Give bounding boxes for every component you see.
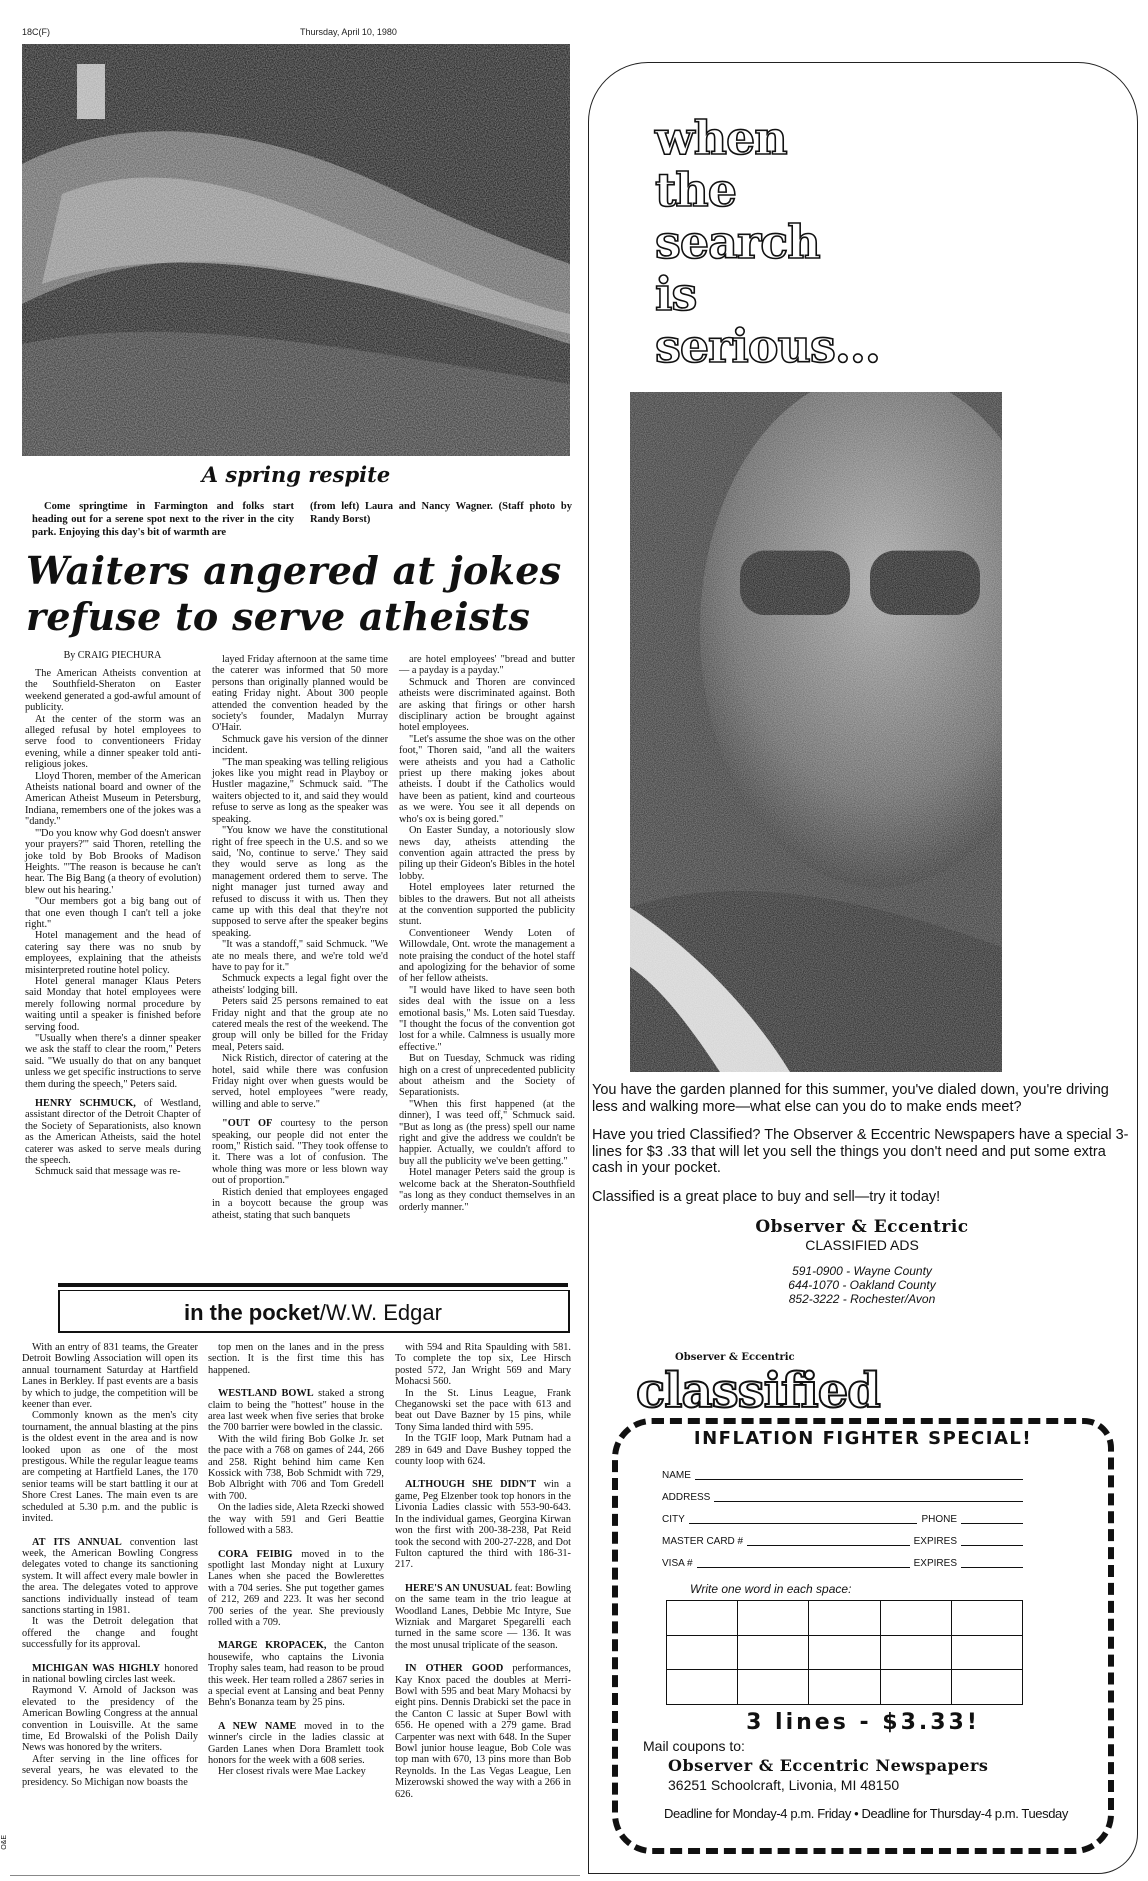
edition-code: O&E [1,1835,8,1850]
paragraph-text: With the wild firing Bob Golke Jr. set the pace with a 768 on games of 244, 266 and 258. Right behind him came Ken Kossick with 738, Bob Schmidt with 729, Bob Albright with 706 and Tom Gredell with 700. [208,1433,384,1502]
mastercard-expires-line[interactable] [961,1544,1023,1546]
ad-paragraph: You have the garden planned for this summer, you've dialed down, you're driving less and walking more—what else can you do to make ends meet? [592,1082,1109,1115]
paragraph [399,985,575,1053]
visa-label: VISA # [662,1558,693,1569]
paragraph-text: The American Atheists convention at the Southfield-Sheraton on Easter weekend generated a god-awful amount of publicity. [25,668,201,714]
paragraph-lead: IN OTHER GOOD [405,1663,504,1675]
phone-label: PHONE [921,1514,957,1525]
paragraph [25,771,201,828]
paragraph-text: Lloyd Thoren, member of the American Atheists national board and owner of the American Atheist Museum in Petersburg, Indiana, remembers one of the jokes was a "dandy." [25,770,201,828]
paragraph-lead: A NEW NAME [218,1720,297,1732]
paragraph-text: "'Do you know why God doesn't answer your prayers?'" said Thoren, retelling the joke told by Bob Brooks of Madison Heights. "'The reason is because he can't hear. The Big Bang (a theory of evolution) blew out his hearing.' [25,827,201,896]
paragraph [208,1640,384,1708]
paragraph [25,896,201,930]
ad-paragraph: Classified is a great place to buy and sell—try it today! [592,1188,941,1205]
paragraph-lead: MARGE KROPACEK, [218,1640,327,1652]
paragraph-text: layed Friday afternoon at the same time the caterer was informed that 50 more persons than originally planned would be eating Friday night. About 300 people attended the convention headed by the society's founder, Madalyn Murray O'Hair. [212,654,388,734]
paragraph [399,677,575,734]
phone-line[interactable] [961,1522,1023,1524]
paragraph-text: "Our members got a big bang out of that one even though I can't tell a joke right." [25,896,201,930]
paragraph-text: Her closest rivals were Mae Lackey [218,1766,366,1778]
paragraph [212,757,388,825]
paragraph [399,825,575,882]
mastercard-line[interactable] [747,1544,910,1546]
name-label: NAME [662,1470,691,1481]
spring-respite-photo [22,44,570,456]
article-byline: By CRAIG PIECHURA [63,650,162,661]
paragraph-lead: WESTLAND BOWL [218,1388,314,1400]
bowling-column-3 [395,1342,571,1800]
paragraph [212,1187,388,1221]
paragraph [208,1502,384,1536]
paragraph [208,1434,384,1502]
ad-headline-line: serious... [655,319,880,373]
paragraph-text: On Easter Sunday, a notoriously slow news day, atheists attending the convention again attracted the press by piling up their Gideon's Bibles in the hotel lobby. [399,825,575,882]
word-cell[interactable] [738,1635,809,1670]
paragraph-text: Hotel manager Peters said the group is welcome back at the Sheraton-Southfield "as long as they conduct themselves in an orderly manner." [399,1167,575,1213]
paragraph [22,1685,198,1753]
article-headline [26,548,574,640]
word-grid-row [667,1670,1023,1705]
paragraph [208,1766,384,1777]
paragraph-text: of Westland, assistant director of the Detroit Chapter of the Society of Separationists, also known as the American Atheists, said the hotel caterer was asked to serve meals during the speech. [25,1098,201,1167]
word-grid-row [667,1635,1023,1670]
ad-text-block [592,1082,1132,1306]
paragraph [399,928,575,985]
address-line[interactable] [714,1500,1023,1502]
paragraph [25,714,201,771]
visa-line[interactable] [697,1566,910,1568]
paragraph-text: Hotel management and the head of catering say there was no snub by employees, explaining that the atheists misinterpreted routine hotel policy. [25,930,201,976]
page-folio: 18C(F) [22,27,51,37]
paragraph [208,1342,384,1376]
coupon-headline: INFLATION FIGHTER SPECIAL! [693,1428,1033,1449]
word-entry-grid[interactable] [666,1600,1023,1705]
column-title: in the pocket [184,1300,320,1325]
paragraph [212,973,388,996]
paragraph-text: Conventioneer Wendy Loten of Willowdale, Ont. wrote the management a note praising the conduct of the hotel staff and apologizing for the behavior of some of her fellow atheists. [399,927,575,985]
paragraph [212,654,388,734]
article-column-3 [399,654,575,1213]
word-cell[interactable] [738,1601,809,1636]
paragraph-text: "When this first happened (at the dinner), I was teed off," Schmuck said. "But as long as (the press) spell our name right and give the address we couldn't be happier. Actually, we couldn't afford to buy all the publicity we've been getting." [399,1098,575,1167]
bottom-rule [10,1875,580,1876]
address-label: ADDRESS [662,1492,711,1503]
page-date: Thursday, April 10, 1980 [300,27,397,37]
city-label: CITY [662,1514,685,1525]
paragraph-lead: HERE'S AN UNUSUAL [405,1582,513,1594]
mastercard-field[interactable] [662,1532,1027,1548]
ad-headline-line: the [655,163,736,217]
paragraph-text: convention last week, the American Bowling Congress delegates voted to change its sanctioning system. It will affect every male bowler in the area. The delegates voted to approve sanctions individually instead of team sanctions starting in 1981. [22,1536,198,1616]
article-column-1 [25,668,201,1178]
paragraph [399,654,575,677]
ad-man-photo [630,392,1002,1072]
man-with-sunglasses-image [630,392,1002,1072]
paragraph [212,939,388,973]
bowling-column-2 [208,1342,384,1778]
caption-part-1: Come springtime in Farmington and folks start heading out for a serene spot next to the river in the city park. Enjoying this day's bit of warmth are [32,501,294,538]
paragraph-text: Schmuck said that message was re- [35,1166,181,1178]
paragraph [22,1537,198,1617]
phone-rochester: 852-3222 - Rochester/Avon [788,1292,936,1306]
paragraph [395,1479,571,1570]
paragraph [22,1754,198,1788]
paragraph [399,734,575,825]
paragraph-text: In the St. Linus League, Frank Cheganowski set the pace with 613 and beat out Dave Bazner by 15 pins, while Tony Sima landed third with 595. [395,1387,571,1433]
paragraph-text: In the TGIF loop, Mark Putnam had a 289 in 649 and Dave Bushey topped the county loop with 624. [395,1433,571,1468]
word-grid-row [667,1601,1023,1636]
word-grid-instruction: Write one word in each space: [690,1582,852,1596]
ad-headline [655,112,880,372]
observer-eccentric-logo: Observer & Eccentric [755,1217,969,1237]
word-cell[interactable] [809,1601,880,1636]
paragraph-text: After serving in the line offices for several years, he was elevated to the presidency. So Michigan now boasts the [22,1753,198,1788]
paragraph-lead: HENRY SCHMUCK, [35,1098,136,1110]
photo-title: A spring respite [201,462,391,487]
paragraph-text: the Canton housewife, who captains the Livonia Trophy sales team, had reason to be proud this week. Her team rolled a 2867 series in a special event at Lansing and beat Penny Behn's Bonanza team by 25 pins. [208,1640,384,1709]
word-cell[interactable] [951,1601,1022,1636]
paragraph [25,668,201,714]
paragraph [395,1342,571,1388]
paragraph-text: Nick Ristich, director of catering at the hotel, said while there was confusion Friday night over when guests would be served, hotel employees "were ready, willing and able to serve." [212,1053,388,1110]
paragraph [399,882,575,928]
paragraph [25,930,201,976]
ad-headline-line: when [655,111,787,165]
word-cell[interactable] [951,1635,1022,1670]
paragraph [395,1388,571,1434]
coupon-brand-small: Observer & Eccentric [675,1352,795,1363]
photo-caption [32,500,572,539]
word-cell[interactable] [951,1670,1022,1705]
paragraph [22,1342,198,1410]
paragraph-text: Ristich denied that employees engaged in a boycott because the group was atheist, stating that such banquets [212,1186,388,1221]
name-line[interactable] [695,1478,1023,1480]
coupon-price: 3 lines - $3.33! [746,1710,980,1735]
paragraph-text: But on Tuesday, Schmuck was riding high on a crest of unprecedented publicity about atheism and the Society of Separationists. [399,1053,575,1099]
ad-headline-line: search [655,215,820,269]
paragraph [395,1433,571,1467]
paragraph [25,1098,201,1166]
paragraph [212,1118,388,1186]
column-banner-title [58,1300,568,1326]
article-column-2 [212,654,388,1221]
word-cell[interactable] [809,1670,880,1705]
paragraph [22,1663,198,1686]
paragraph-text: top men on the lanes and in the press section. It is the first time this has happened. [208,1342,384,1376]
paragraph [212,734,388,757]
paragraph-text: Schmuck expects a legal fight over the atheists' lodging bill. [212,973,388,996]
paragraph-lead: AT ITS ANNUAL [32,1536,122,1548]
paragraph-text: feat: Bowling on the same team in the trio league at Woodland Lanes, Debbie Mc Intyre, Sue Wizniak and Margaret Spegarelli each turned in the same score — 136. It was the most unusal triplicate of the season. [395,1582,571,1651]
paragraph [399,1167,575,1213]
deadline-text: Deadline for Monday-4 p.m. Friday • Deadline for Thursday-4 p.m. Tuesday [664,1806,1068,1821]
word-cell[interactable] [738,1670,809,1705]
paragraph-text: moved in to the winner's circle in the ladies classic at Garden Lanes when Dora Bramlett took honors for the week with a 608 series. [208,1720,385,1766]
mail-label: Mail coupons to: [643,1738,745,1754]
paragraph [399,1099,575,1167]
paragraph-text: Raymond V. Arnold of Jackson was elevated to the presidency of the American Bowling Congress at the annual convention in Louisville. At the same time, Ed Browalski of the Polish Daily News was honored by the writers. [22,1685,198,1754]
bowling-column-1 [22,1342,198,1788]
paragraph [22,1616,198,1650]
name-field[interactable] [662,1466,1027,1482]
paragraph [212,1053,388,1110]
word-cell[interactable] [880,1635,951,1670]
paragraph-text: are hotel employees' "bread and butter — a payday is a payday." [399,654,575,677]
paragraph [25,976,201,1033]
paragraph [399,1053,575,1099]
paragraph-text: courtesy to the person speaking, our people did not enter the room," Ristich said. "They took offense to it. There was a lot of confusion. The whole thing was more or less blown way out of proportion." [212,1118,388,1187]
paragraph-text: Commonly known as the men's city tournament, the annual blasting at the pins is the oldest event in the area and is now looked upon as one of the most prestigous. While the regular league teams are competing at Hartfield Lanes, the 170 senior teams will be start battling it our at Shore Crest Lanes. The main even ts are scheduled at 5.30 p.m. and the public is invited. [22,1410,198,1525]
word-cell[interactable] [880,1601,951,1636]
paragraph-text: On the ladies side, Aleta Rzecki showed the way with 591 and Geri Beattie followed with a 583. [208,1502,384,1537]
visa-expires-line[interactable] [961,1566,1023,1568]
paragraph-text: "Let's assume the shoe was on the other foot," Thoren said, "and all the waiters were atheists and you had a Catholic priest up there making jokes about atheists. I doubt if the Catholics would have been as patient, kind and courteous as we were. You see it all depends on who's ox is being gored." [399,733,575,825]
ad-classified-label: CLASSIFIED ADS [805,1237,919,1253]
city-phone-field[interactable] [662,1510,1027,1526]
paragraph-text: "The man speaking was telling religious jokes like you might read in Playboy or Hustler magazine," Schmuck said. "The waiters objected to it, and said they would refuse to serve as long as the speaker was speaking. [212,756,388,825]
paragraph [25,828,201,896]
paragraph-text: Hotel employees later returned the bibles to the drawers. But not all atheists at the convention supported the publicity stunt. [399,882,575,928]
paragraph-text: Schmuck and Thoren are convinced atheists were discriminated against. Both are asking that firings or other harsh disciplinary action be brought against hotel employees. [399,676,575,734]
city-line[interactable] [689,1522,918,1524]
mail-brand: Observer & Eccentric Newspapers [668,1756,989,1775]
paragraph-text: It was the Detroit delegation that offered the change and fought successfully for its approval. [22,1616,198,1651]
paragraph-text: honored in national bowling circles last week. [22,1662,198,1685]
headline-line-2: refuse to serve atheists [26,594,531,639]
word-cell[interactable] [667,1670,738,1705]
paragraph-lead: "OUT OF [222,1118,273,1130]
classified-logo: classified [630,1366,886,1416]
headline-line-1: Waiters angered at jokes [26,548,562,593]
word-cell[interactable] [667,1601,738,1636]
paragraph-text: win a game, Peg Elzenber took top honors in the Livonia Ladies classic with 553-90-643. In the individual games, Georgina Kirwan won the first with 200-38-238, Pat Reid took the second with 200-27-228, and Dot Fulton captured the third with 186-31-217. [395,1479,571,1571]
address-field[interactable] [662,1488,1027,1504]
paragraph [395,1663,571,1800]
paragraph-text: with 594 and Rita Spaulding with 581. To complete the top six, Lee Hirsch posted 572, Jan Wright 569 and Mary Mohacsi 560. [395,1342,571,1388]
word-cell[interactable] [809,1635,880,1670]
paragraph-text: staked a strong claim to being the "hottest" house in the area last week when five series that broke the 700 barrier were bowled in the classic. [208,1388,384,1434]
column-author: /W.W. Edgar [319,1300,442,1325]
phone-oakland: 644-1070 - Oakland County [788,1278,936,1292]
paragraph-text: "I would have liked to have seen both sides deal with the issue on a less emotional basis," Ms. Loten said Tuesday. "I thought the focus of the convention got lost for a while. Calmness is usually more effective." [399,984,575,1053]
phone-wayne: 591-0900 - Wayne County [792,1264,932,1278]
mail-address: 36251 Schoolcraft, Livonia, MI 48150 [668,1777,900,1793]
paragraph [208,1549,384,1629]
paragraph [395,1583,571,1651]
paragraph [25,1033,201,1090]
paragraph [208,1721,384,1767]
word-cell[interactable] [880,1670,951,1705]
paragraph-lead: ALTHOUGH SHE DIDN'T [405,1479,537,1491]
paragraph-text: Peters said 25 persons remained to eat Friday night and that the group ate no catered meals the rest of the weekend. The group will only be billed for the Friday meal, Peters said. [212,996,388,1053]
mastercard-expires-label: EXPIRES [913,1536,957,1547]
caption-part-2: (from left) Laura and Nancy Wagner. (Staff photo by Randy Borst) [310,501,572,525]
ad-headline-line: is [655,267,697,321]
ad-paragraph: Have you tried Classified? The Observer & Eccentric Newspapers have a special 3-lines for $3 .33 that will let you sell the things you don't need and put some extra cash in your pocket. [592,1127,1129,1176]
ad-phone-list [592,1264,1132,1306]
paragraph [212,996,388,1053]
paragraph [22,1410,198,1524]
paragraph-text: performances, Kay Knox paced the doubles at Merri-Bowl with 595 and beat Mary Mohacsi by eight pins. Dennis Drabicki set the pace in the Canton C lassic at Super Bowl with 656. He opened with a 279 game. Brad Carpenter was next with 648. In the Super Bowl junior house league, Bob Cole was top man with 670, 13 pins more than Bob Reynolds. In the Las Vegas League, Len Mizerowski showed the way with a 266 in 626. [395,1663,571,1800]
paragraph [25,1166,201,1177]
paragraph-text: Hotel general manager Klaus Peters said Monday that hotel employees were merely following normal procedure by waiting until a speaker is finished before serving food. [25,975,201,1033]
ad-body [592,1082,1132,1205]
paragraph-lead: CORA FEIBIG [218,1548,293,1560]
column-banner-rule [58,1283,568,1287]
paragraph [208,1388,384,1434]
visa-expires-label: EXPIRES [913,1558,957,1569]
paragraph-text: "Usually when there's a dinner speaker we ask the staff to clear the room," Peters said. "We usually do that on any banquet unless we get specific instructions to serve them during the speech," Peters said. [25,1033,201,1090]
paragraph-text: Schmuck gave his version of the dinner incident. [212,733,388,757]
paragraph-text: "You know we have the constitutional right of free speech in the U.S. and so we said, 'No, continue to serve.' They said they would serve as long as the management ordered them to serve. The night manager just turned away and refused to discuss it with us. Then they came up with this deal that they're not supposed to serve after the speaker begins speaking. [212,825,388,939]
paragraph-lead: MICHIGAN WAS HIGHLY [32,1662,161,1674]
paragraph-text: moved in to the spotlight last Monday night at Luxury Lanes when she paced the Bowlerettes with a 704 series. She put together games of 212, 269 and 223. It was her second 700 series of the year. She previously rolled with a 709. [208,1548,384,1628]
mastercard-label: MASTER CARD # [662,1536,744,1547]
paragraph-text: At the center of the storm was an alleged refusal by hotel employees to serve food to conventioneers Friday evening, while a dinner speaker told anti-religious jokes. [25,713,201,771]
river-photo-image [22,44,570,456]
paragraph [212,825,388,939]
word-cell[interactable] [667,1635,738,1670]
visa-field[interactable] [662,1554,1027,1570]
paragraph-text: With an entry of 831 teams, the Greater Detroit Bowling Association will open its annual tournament Saturday at Hartfield Lanes in Berkley. If past events are a basis by which to judge, the competition will be keener than ever. [22,1342,198,1411]
paragraph-text: "It was a standoff," said Schmuck. "We ate no meals there, and we're told we'd have to pay for it." [212,939,388,973]
